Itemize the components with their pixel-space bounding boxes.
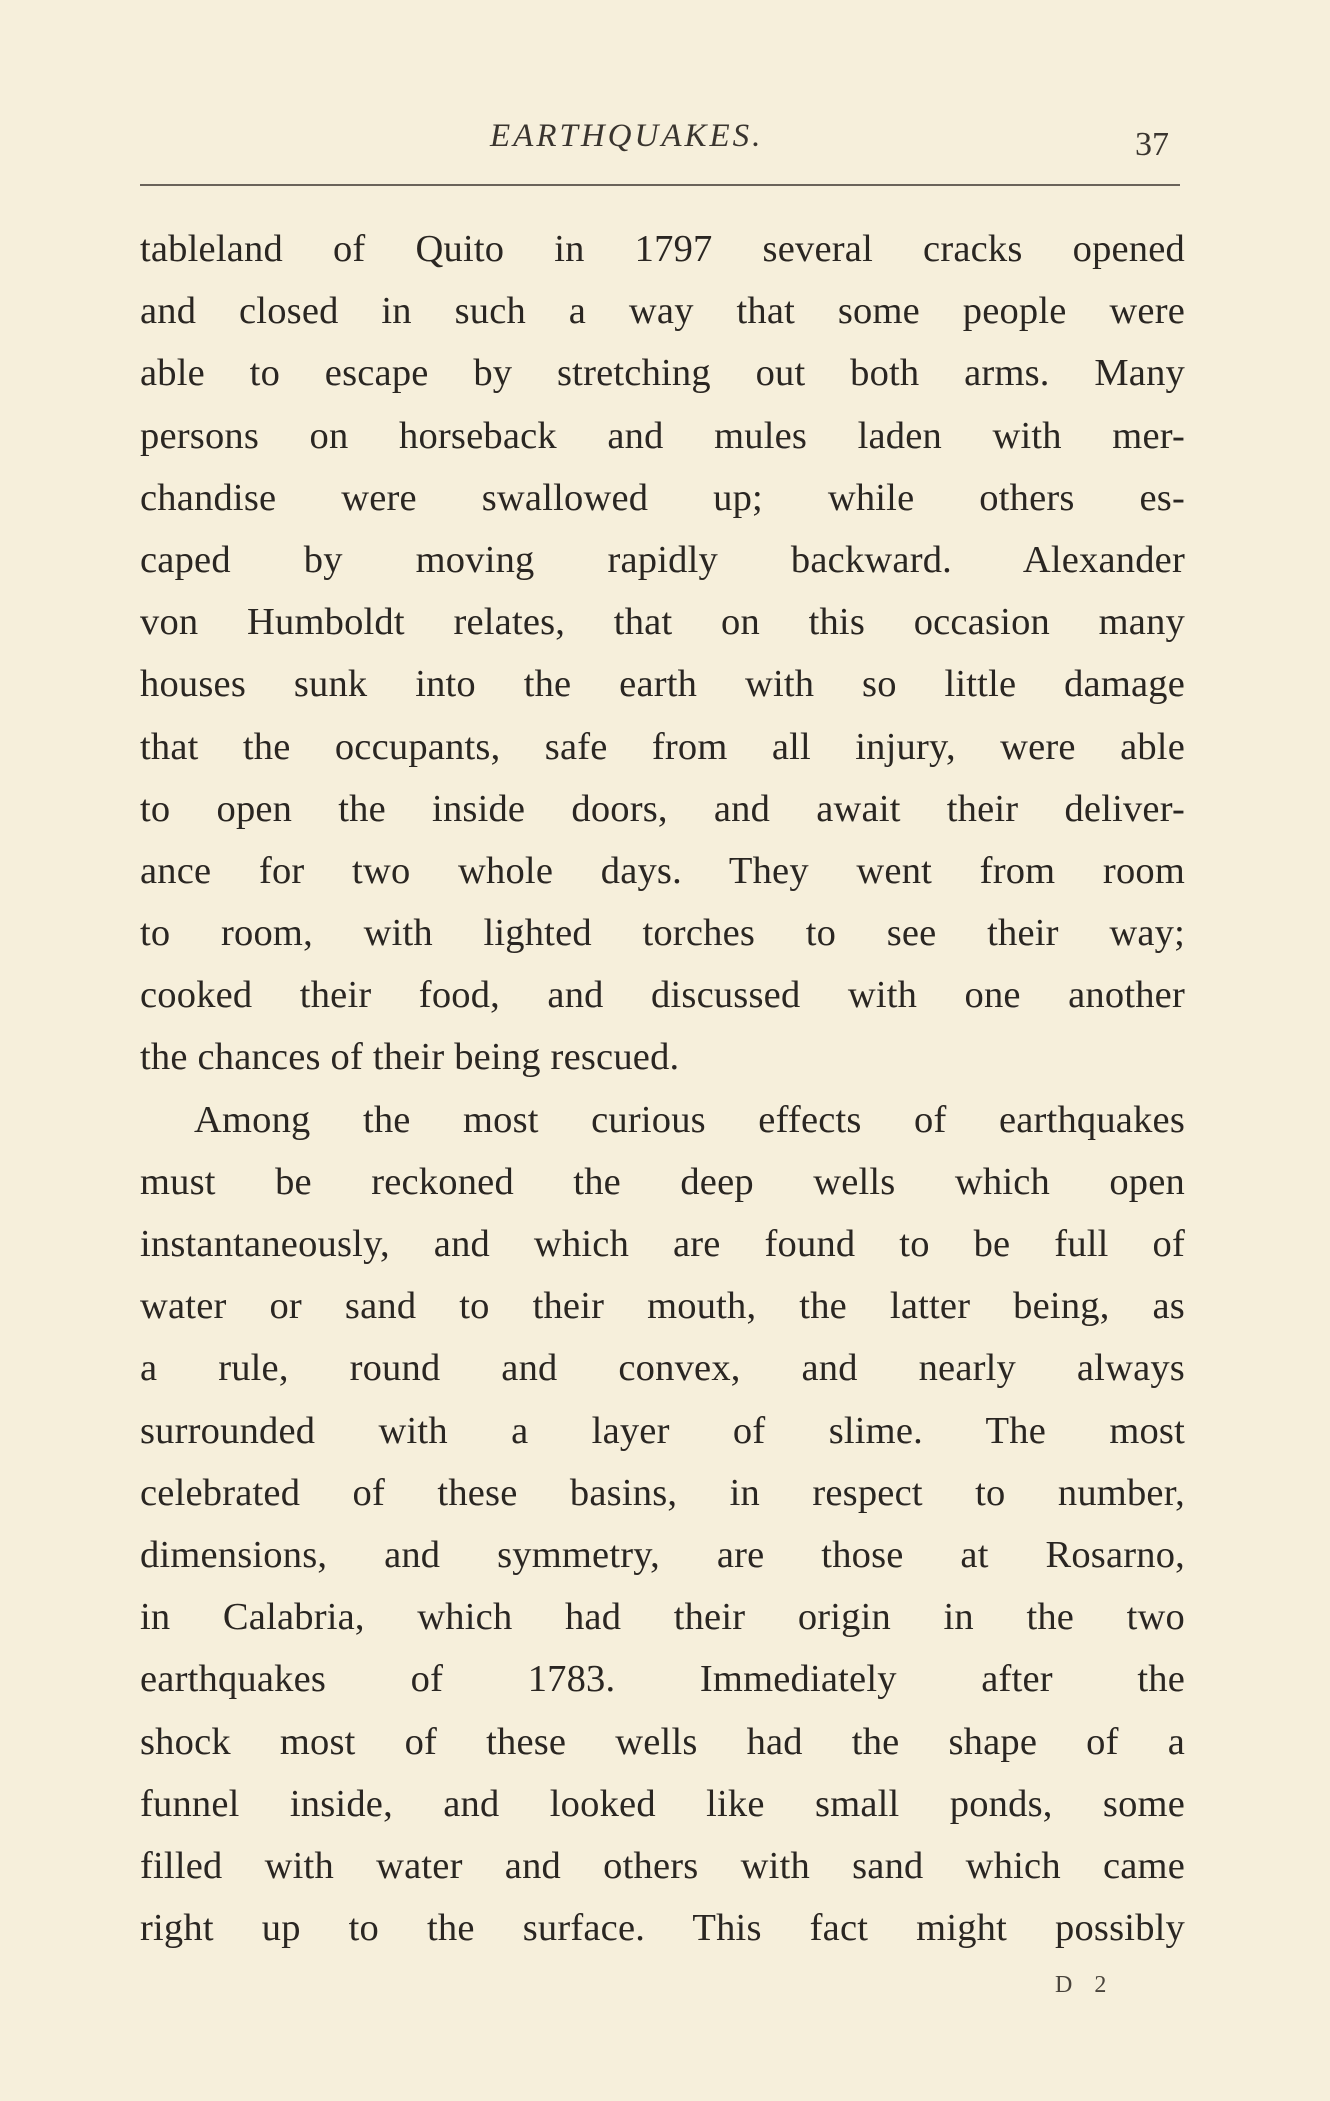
text-line: must be reckoned the deep wells which open xyxy=(140,1160,1185,1203)
text-line: a rule, round and convex, and nearly always xyxy=(140,1347,1185,1390)
text-line: tableland of Quito in 1797 several cracks opened xyxy=(140,228,1185,270)
paragraph-end-line: the chances of their being rescued. xyxy=(140,1036,680,1079)
text-line: instantaneously, and which are found to be full of xyxy=(140,1223,1185,1265)
text-line: von Humboldt relates, that on this occasion many xyxy=(140,601,1185,644)
text-line: filled with water and others with sand which came xyxy=(140,1844,1185,1887)
text-line: and closed in such a way that some people were xyxy=(140,290,1185,333)
text-line: persons on horseback and mules laden with mer- xyxy=(140,414,1185,457)
text-line: dimensions, and symmetry, are those at Rosarno, xyxy=(140,1533,1185,1576)
running-head xyxy=(0,118,1330,168)
signature-mark: D 2 xyxy=(1055,1972,1115,1998)
body-text xyxy=(140,218,1185,1959)
text-line: right up to the surface. This fact might possibly xyxy=(140,1907,1185,1950)
page-number: 37 xyxy=(1135,126,1169,163)
header-rule xyxy=(140,184,1180,186)
text-line: chandise were swallowed up; while others es- xyxy=(140,476,1185,519)
text-line: earthquakes of 1783. Immediately after the xyxy=(140,1658,1185,1701)
text-line: celebrated of these basins, in respect to number, xyxy=(140,1471,1185,1514)
text-line: houses sunk into the earth with so little damage xyxy=(140,663,1185,706)
text-line: funnel inside, and looked like small ponds, some xyxy=(140,1782,1185,1825)
text-line: cooked their food, and discussed with one another xyxy=(140,974,1185,1017)
text-line: water or sand to their mouth, the latter being, as xyxy=(140,1285,1185,1328)
text-line: caped by moving rapidly backward. Alexander xyxy=(140,538,1185,581)
text-line: surrounded with a layer of slime. The most xyxy=(140,1409,1185,1452)
paragraph-start-line: Among the most curious effects of earthquakes xyxy=(194,1098,1185,1141)
text-line: that the occupants, safe from all injury, were able xyxy=(140,725,1185,768)
text-line: to room, with lighted torches to see their way; xyxy=(140,912,1185,955)
text-line: able to escape by stretching out both arms. Many xyxy=(140,352,1185,395)
text-line: ance for two whole days. They went from room xyxy=(140,849,1185,892)
text-line: to open the inside doors, and await their deliver- xyxy=(140,787,1185,830)
text-line: in Calabria, which had their origin in the two xyxy=(140,1596,1185,1639)
text-line: shock most of these wells had the shape of a xyxy=(140,1720,1185,1763)
running-title: EARTHQUAKES. xyxy=(490,118,764,154)
